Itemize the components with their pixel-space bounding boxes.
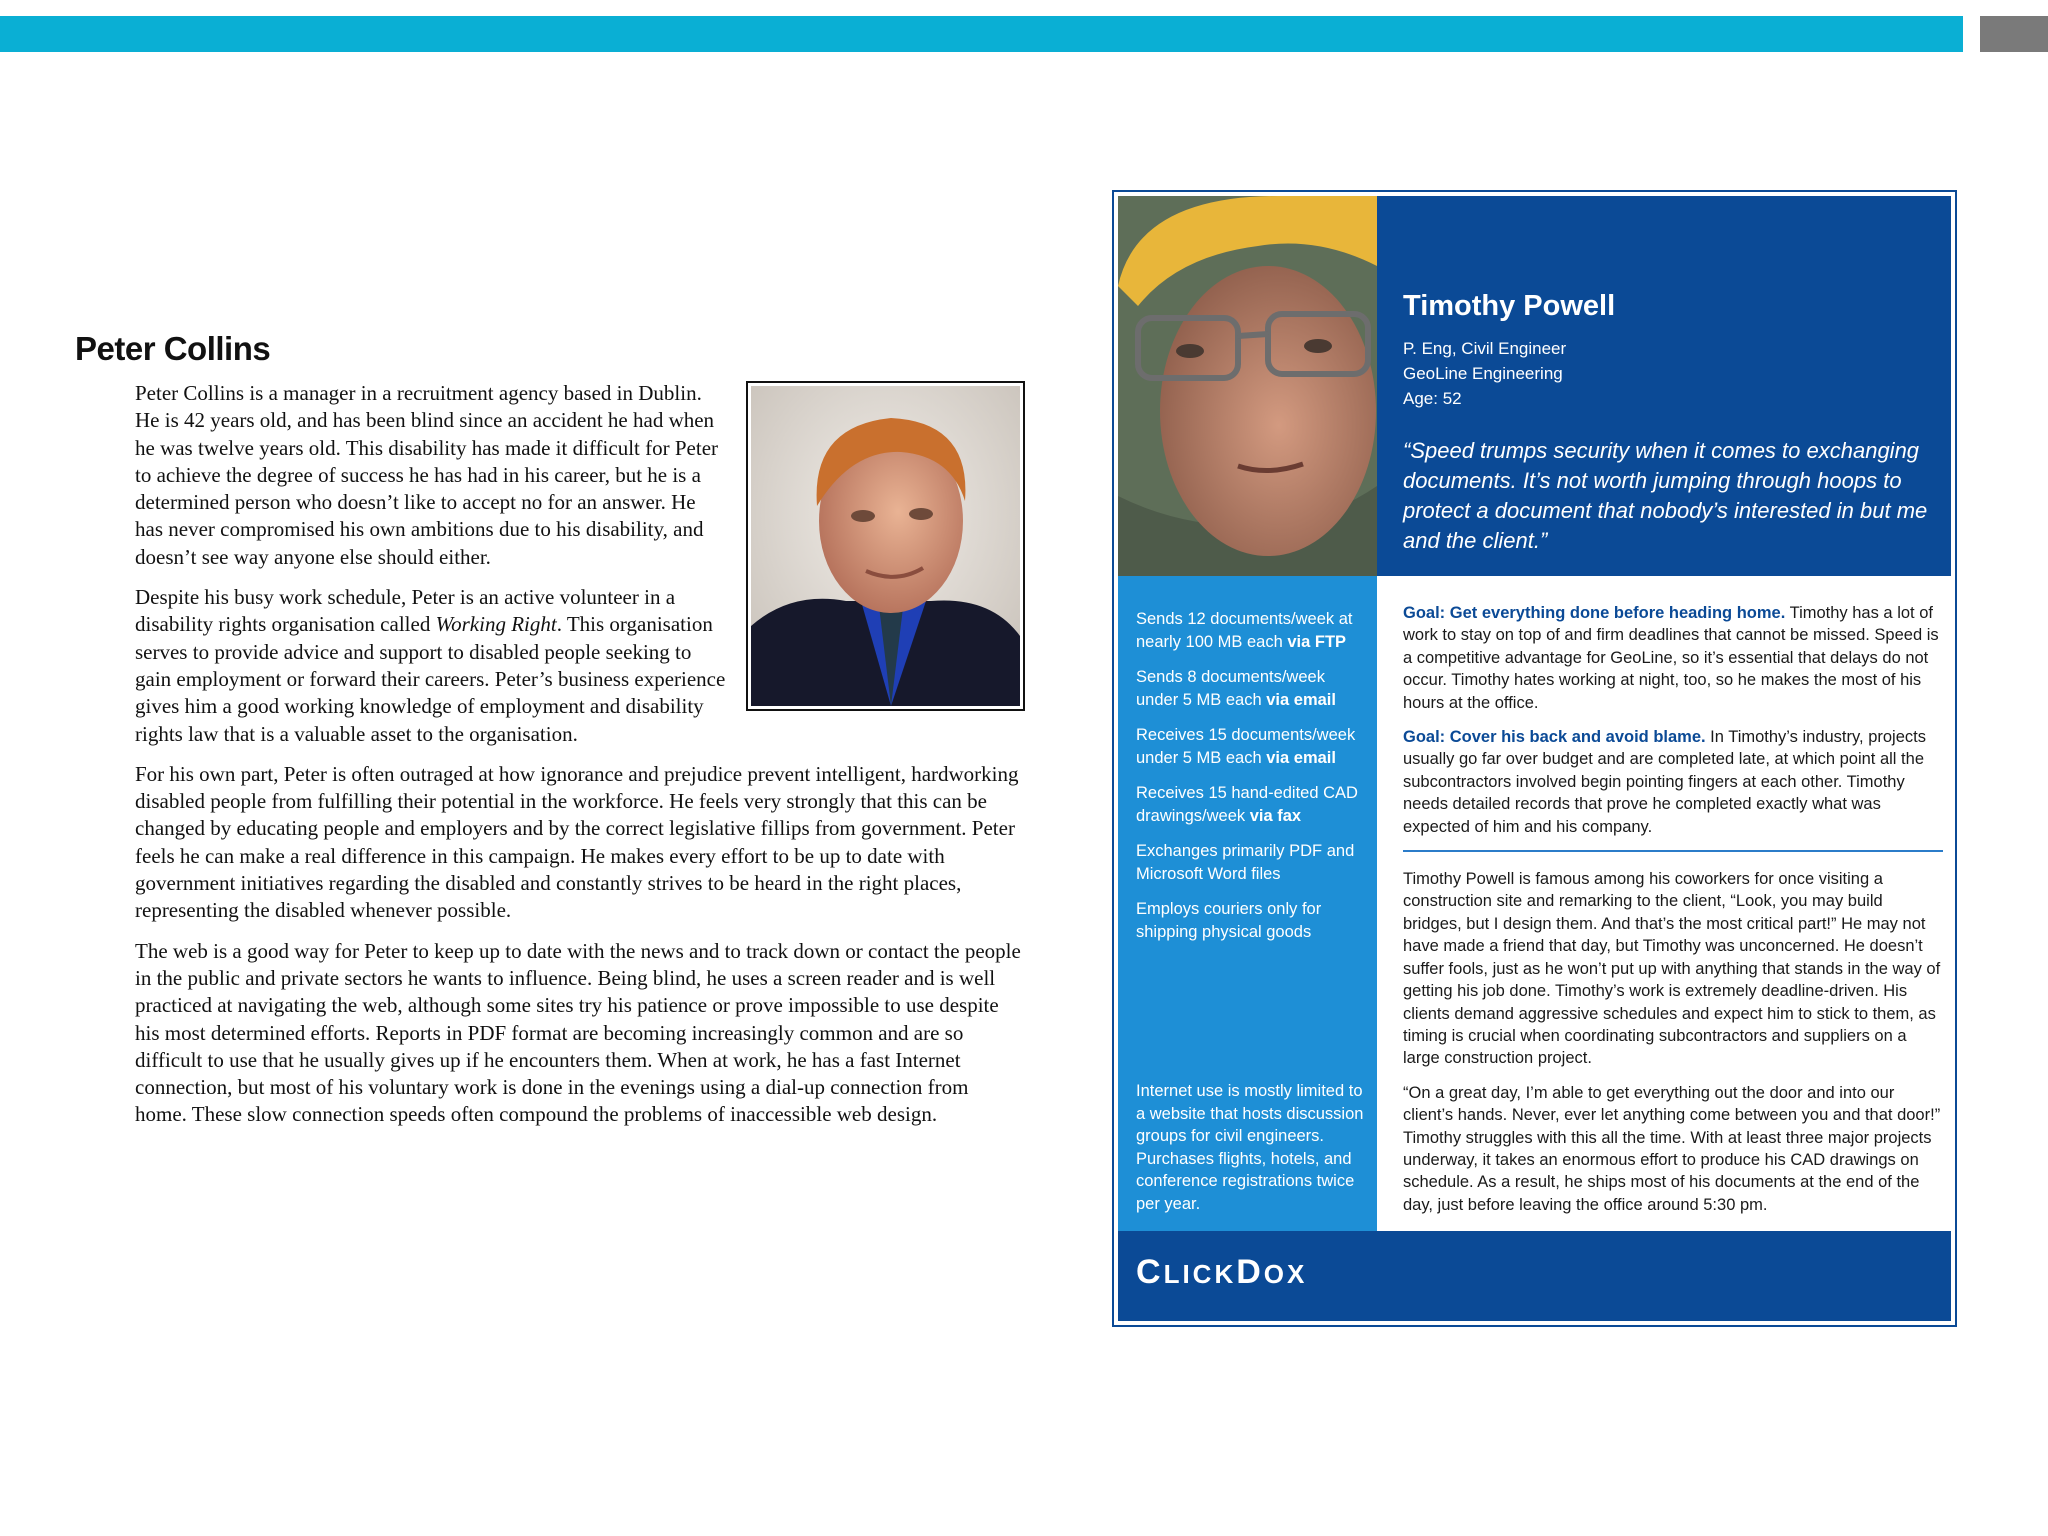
age-label: Age: 52 [1403,389,1462,408]
organisation-name: Working Right [435,612,557,637]
persona-card-header [1377,196,1951,576]
persona-card-footer [1118,1231,1951,1321]
portrait-image [751,386,1020,706]
goal-paragraph: Goal: Cover his back and avoid blame. In Timothy’s industry, projects usually go far over budget and are completed late, at which point all the subcontractors involved begin pointing fingers at each other. Timothy needs detailed records that prove he completed exactly what was expected of him and his company. [1403,728,1926,836]
sidebar-fact: Employs couriers only for shipping physical goods [1136,900,1322,941]
top-accent-tab [1980,16,2048,52]
persona-paragraph: For his own part, Peter is often outraged at how ignorance and prejudice prevent intelligent, hardworking disabled people from fulfilling their potential in the workforce. He feels very strongly that this can be changed by educating people and employers and by the correct legislative fillips from government. Peter feels he can make a real difference in this campaign. He makes every effort to be up to date with government initiatives regarding the disabled and constantly strives to be heard in the right places, representing the disabled whenever possible. [135,761,1019,923]
persona-name: Peter Collins [75,330,271,367]
goal-title: Goal: Cover his back and avoid blame. [1403,728,1706,747]
clickdox-logo: CLICKDOX [1136,1253,1308,1291]
sidebar-fact: Exchanges primarily PDF and Microsoft Word files [1136,842,1355,883]
sidebar-fact: Sends 8 documents/week under 5 MB each via email [1136,668,1336,709]
company-name: GeoLine Engineering [1403,364,1563,383]
persona-description [135,380,1025,1142]
persona-card-sidebar [1118,576,1377,1239]
persona-paragraph: Despite his busy work schedule, Peter is an active volunteer in a disability rights organisation called Working Right. This organisation serves to provide advice and support to disabled people seeking to gain employment or forward their careers. Peter’s business experience gives him a good working knowledge of employment and disability rights law that is a valuable asset to the organisation. [135,585,726,746]
persona-card-photo [1118,196,1377,576]
persona-card-meta [1403,336,1566,411]
persona-card-name: Timothy Powell [1403,290,1616,322]
goal-paragraph: Goal: Get everything done before heading home. Timothy has a lot of work to stay on top of and firm deadlines that cannot be missed. Speed is a competitive advantage for GeoLine, so it’s essential that delays do not occur. Timothy hates working at night, too, so he makes the most of his hours at the office. [1403,604,1939,712]
persona-card [1112,190,1957,1327]
persona-paragraph: The web is a good way for Peter to keep up to date with the news and to track down or contact the people in the public and private sectors he wants to influence. Being blind, he uses a screen reader and is well practiced at navigating the web, although some sites try his patience or prove impossible to use despite his most determined efforts. Reports in PDF format are becoming increasingly common and are so difficult to use that he usually gives up if he encounters them. When at work, he has a fast Internet connection, but most of his voluntary work is done in the evenings using a dial-up connection from home. These slow connection speeds often compound the problems of inaccessible web design. [135,938,1021,1127]
sidebar-fact: Sends 12 documents/week at nearly 100 MB each via FTP [1136,610,1353,651]
section-divider [1403,850,1943,852]
goal-title: Goal: Get everything done before heading home. [1403,604,1786,622]
persona-paragraph: Peter Collins is a manager in a recruitment agency based in Dublin. He is 42 years old, and has been blind since an accident he had when he was twelve years old. This disability has made it difficult for Peter to achieve the degree of success he has had in his career, but he is a determined person who doesn’t like to accept no for an answer. He has never compromised his own ambitions due to his disability, and doesn’t see way anyone else should either. [135,381,719,569]
top-accent-bar [0,16,1963,52]
sidebar-fact: Receives 15 documents/week under 5 MB each via email [1136,726,1356,767]
bio-paragraph: “On a great day, I’m able to get everything out the door and into our client’s hands. Never, ever let anything come between you and that door!” Timothy struggles with this all the time. With at least three major projects underway, it takes an enormous effort to produce his CAD drawings on schedule. As a result, he ships most of his documents at the end of the day, just before leaving the office around 5:30 pm. [1403,1083,1941,1214]
persona-card-body [1403,602,1943,1228]
bio-paragraph: Timothy Powell is famous among his coworkers for once visiting a construction site and remarking to the client, “Look, you may build bridges, but I design them. And that’s the most critical part!” He may not have made a friend that day, but Timothy was unconcerned. He doesn’t suffer fools, just as he won’t put up with anything that stands in the way of getting his job done. Timothy’s work is extremely deadline-driven. His clients demand aggressive schedules and expect him to stick to them, as timing is crucial when coordinating subcontractors and suppliers on a large construction project. [1403,870,1941,1068]
sidebar-fact: Receives 15 hand-edited CAD drawings/week via fax [1136,784,1358,825]
persona-quote: “Speed trumps security when it comes to exchanging documents. It’s not worth jumping through hoops to protect a document that nobody’s interested in but me and the client.” [1403,438,1928,553]
sidebar-internet-use: Internet use is mostly limited to a website that hosts discussion groups for civil engineers. Purchases flights, hotels, and conference registrations twice per year. [1136,1082,1364,1213]
portrait-image [1118,196,1377,576]
persona-photo [746,381,1025,711]
job-title: P. Eng, Civil Engineer [1403,339,1567,358]
